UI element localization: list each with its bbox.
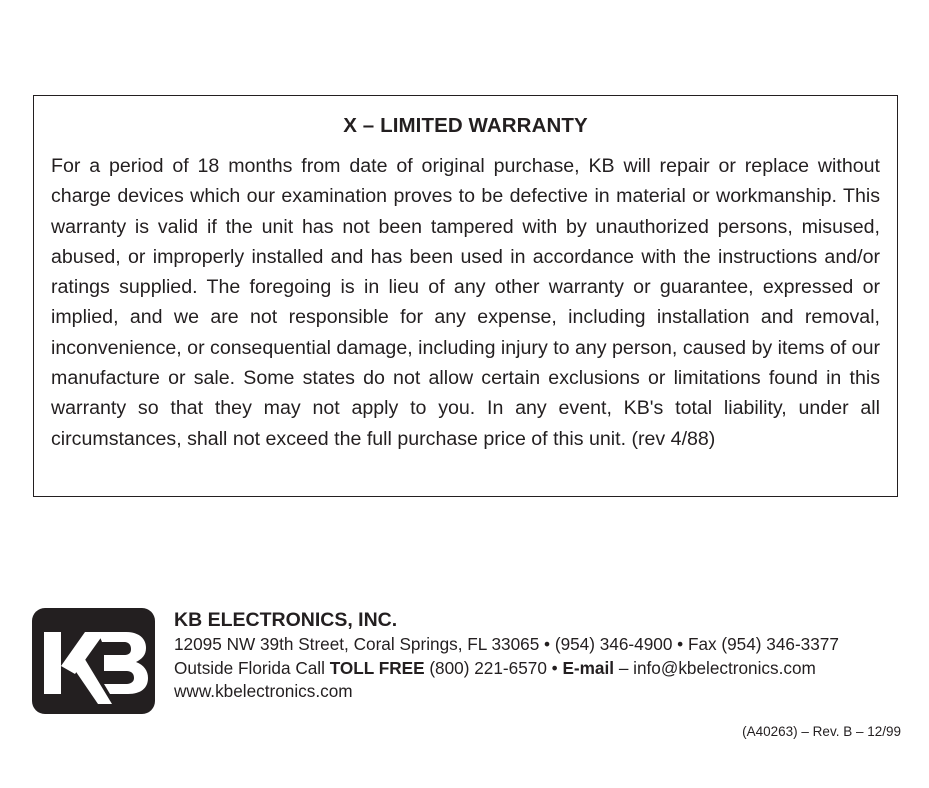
company-website: www.kbelectronics.com [174, 681, 353, 701]
company-block [174, 607, 909, 704]
kb-logo [32, 608, 155, 714]
contact-prefix: Outside Florida Call [174, 657, 330, 678]
company-contact [174, 657, 909, 681]
document-reference: (A40263) – Rev. B – 12/99 [742, 724, 901, 739]
email-label: E-mail [562, 657, 615, 678]
warranty-box [33, 95, 898, 497]
warranty-title: X – LIMITED WARRANTY [343, 114, 588, 137]
company-address: 12095 NW 39th Street, Coral Springs, FL 33065 • (954) 346-4900 • Fax (954) 346-3377 [174, 634, 839, 654]
email-address: – info@kbelectronics.com [614, 657, 816, 678]
toll-free-label: TOLL FREE [329, 657, 425, 678]
warranty-body: For a period of 18 months from date of original purchase, KB will repair or replace without charge devices which our examination proves to be defective in material or workmanship. This warranty is valid if the unit has not been tampered with by unauthorized persons, misused, abused, or improperly installed and has been used in accordance with the instructions and/or ratings supplied. The foregoing is in lieu of any other warranty or guarantee, expressed or implied, and we are not responsible for any expense, including installation and removal, inconvenience, or consequential damage, including injury to any person, caused by items of our manufacture or sale. Some states do not allow certain exclusions or limitations found in this warranty so that they may not apply to you. In any event, KB's total liability, under all circumstances, shall not exceed the full purchase price of this unit. (rev 4/88) [51, 155, 880, 450]
toll-free-number: (800) 221-6570 • [424, 657, 563, 678]
company-name: KB ELECTRONICS, INC. [174, 609, 398, 631]
